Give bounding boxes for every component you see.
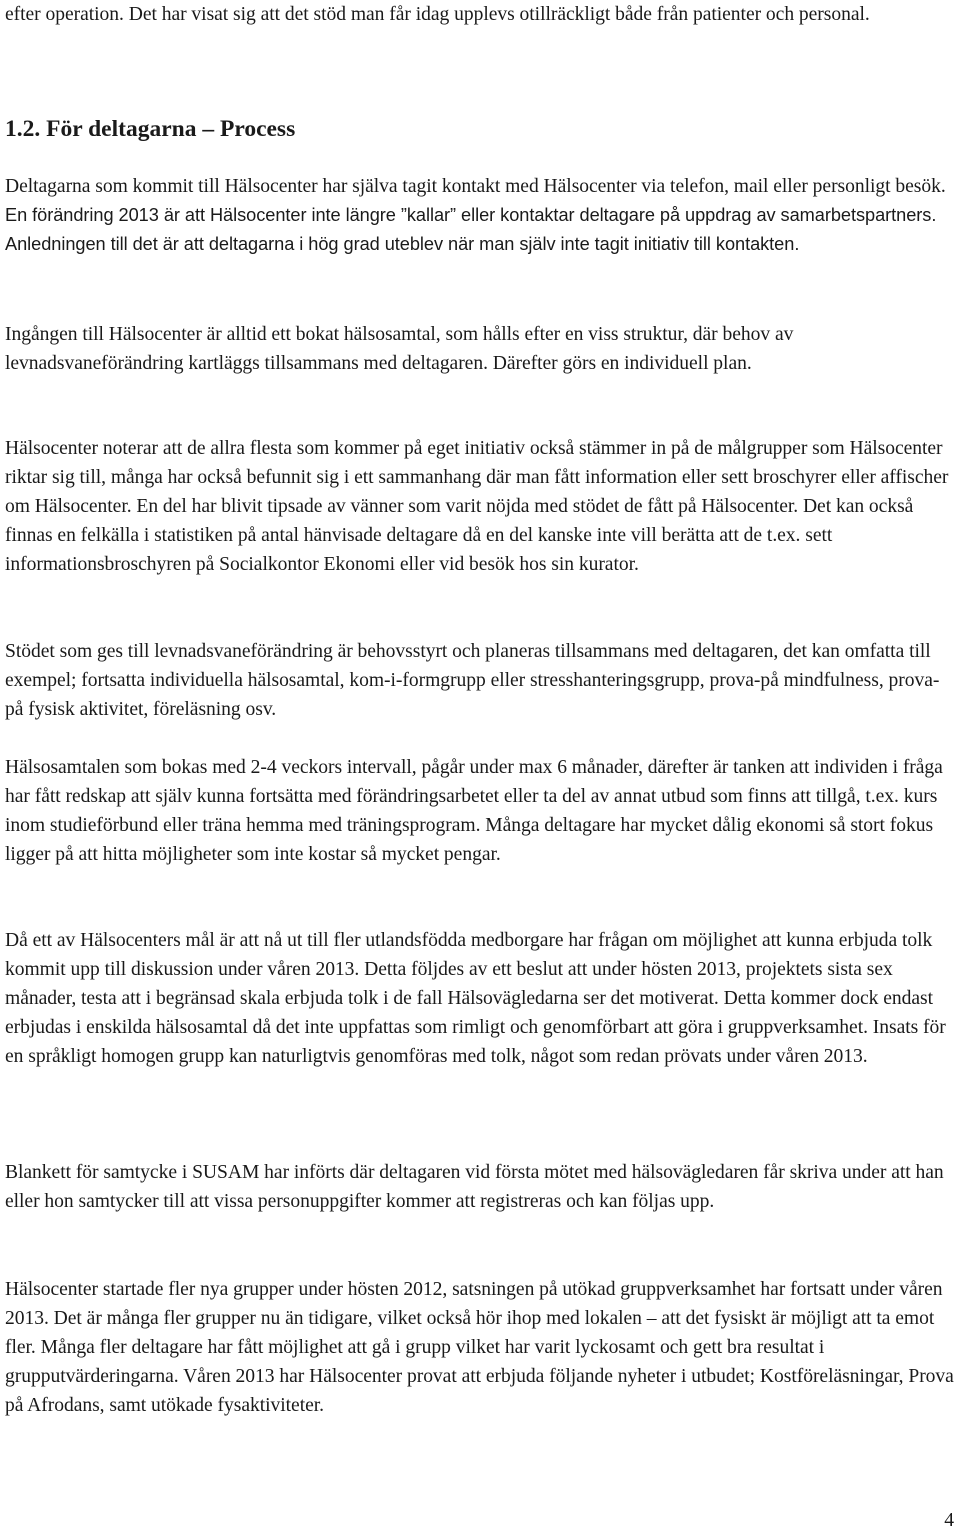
section-heading: 1.2. För deltagarna – Process [5, 116, 296, 142]
paragraph-contact-part-1: Deltagarna som kommit till Hälsocenter har själva tagit kontakt med Hälsocenter via telefon, mail eller personligt besök. [5, 176, 946, 197]
intro-paragraph: efter operation. Det har visat sig att det stöd man får idag upplevs otillräckligt både från patienter och personal. [5, 4, 870, 25]
paragraph-entry: Ingången till Hälsocenter är alltid ett bokat hälsosamtal, som hålls efter en viss struktur, där behov av levnadsvaneförändring kartläggs tillsammans med deltagaren. Därefter görs en individuell plan. [5, 324, 794, 374]
paragraph-interpreter: Då ett av Hälsocenters mål är att nå ut till fler utlandsfödda medborgare har frågan om möjlighet att kunna erbjuda tolk kommit upp till diskussion under våren 2013. Detta följdes av ett beslut att under hösten 2013, projektets sista sex månader, testa att i begränsad skala erbjuda tolk i de fall Hälsovägledarna ser det motiverat. Detta kommer dock endast erbjudas i enskilda hälsosamtal då det inte uppfattas som rimligt och genomförbart att göra i gruppverksamhet. Insats för en språkligt homogen grupp kan naturligtvis genomföras med tolk, något som redan prövats under våren 2013. [5, 930, 946, 1067]
paragraph-contact [5, 172, 955, 259]
paragraph-groups: Hälsocenter startade fler nya grupper under hösten 2012, satsningen på utökad gruppverksamhet har fortsatt under våren 2013. Det är många fler grupper nu än tidigare, vilket också hör ihop med lokalen – att det fysiskt är möjligt att ta emot fler. Många fler deltagare har fått möjlighet att gå i grupp vilket har varit lyckosamt och gett bra resultat i grupputvärderingarna. Våren 2013 har Hälsocenter provat att erbjuda följande nyheter i utbudet; Kostföreläsningar, Prova på Afrodans, samt utökade fysaktiviteter. [5, 1279, 954, 1416]
paragraph-support: Stödet som ges till levnadsvaneförändring är behovsstyrt och planeras tillsammans med deltagaren, det kan omfatta till exempel; fortsatta individuella hälsosamtal, kom-i-formgrupp eller stresshanteringsgrupp, prova-på mindfulness, prova-på fysisk aktivitet, föreläsning osv. [5, 641, 940, 720]
paragraph-contact-part-2: En förändring 2013 är att Hälsocenter inte längre ”kallar” eller kontaktar deltagare på uppdrag av samarbetspartners. Anledningen till det är att deltagarna i hög grad uteblev när man själv inte tagit initiativ till kontakten. [5, 205, 937, 254]
paragraph-consent: Blankett för samtycke i SUSAM har införts där deltagaren vid första mötet med hälsovägledaren får skriva under att han eller hon samtycker till att vissa personuppgifter kommer att registreras och kan följas upp. [5, 1162, 944, 1212]
paragraph-health-talks: Hälsosamtalen som bokas med 2-4 veckors intervall, pågår under max 6 månader, därefter är tanken att individen i fråga har fått redskap att själv kunna fortsätta med förändringsarbetet eller ta del av annat utbud som finns att tillgå, t.ex. kurs inom studieförbund eller träna hemma med träningsprogram. Många deltagare har mycket dålig ekonomi så stort fokus ligger på att hitta möjligheter som inte kostar så mycket pengar. [5, 757, 943, 865]
paragraph-initiative: Hälsocenter noterar att de allra flesta som kommer på eget initiativ också stämmer in på de målgrupper som Hälsocenter riktar sig till, många har också befunnit sig i ett sammanhang där man fått information eller sett broschyrer eller affischer om Hälsocenter. En del har blivit tipsade av vänner som varit nöjda med stödet de fått på Hälsocenter. Det kan också finnas en felkälla i statistiken på antal hänvisade deltagare då en del kanske inte vill berätta att de t.ex. sett informationsbroschyren på Socialkontor Ekonomi eller vid besök hos sin kurator. [5, 438, 949, 575]
page-number: 4 [944, 1510, 954, 1531]
